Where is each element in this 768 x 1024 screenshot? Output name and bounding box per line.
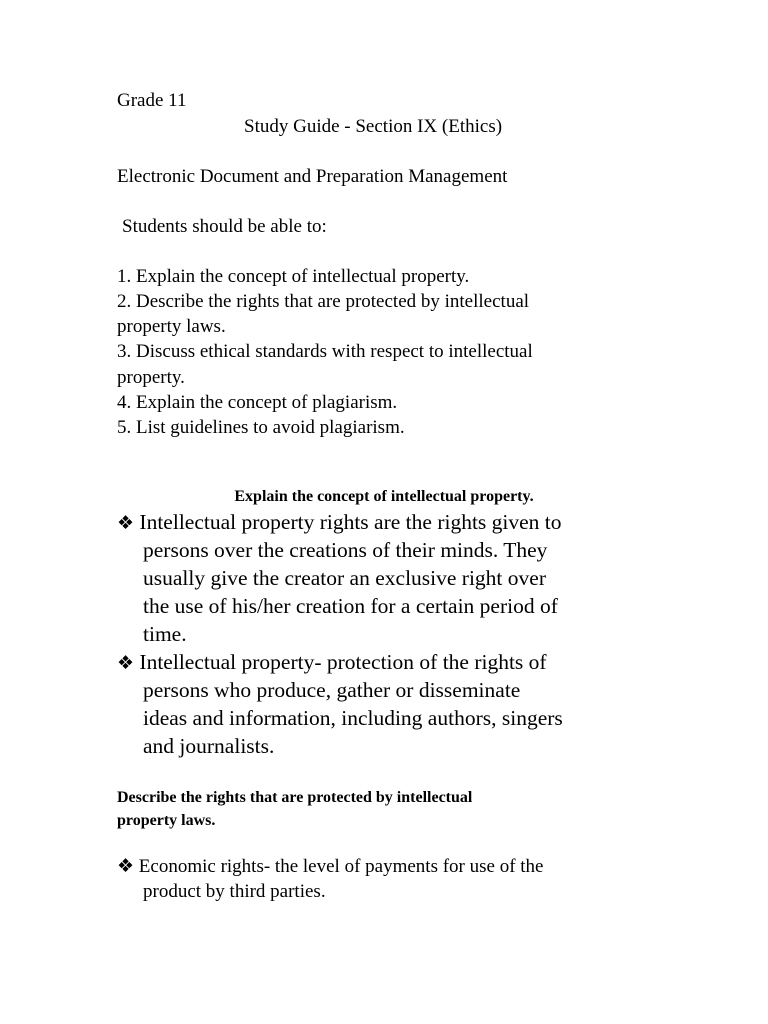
bullet-item-2-line-3: ideas and information, including authors, singers bbox=[143, 706, 563, 730]
objective-item-3-cont: property. bbox=[117, 367, 185, 388]
bullet-item-2-line-2: persons who produce, gather or disseminate bbox=[143, 678, 521, 702]
objective-item-2-cont: property laws. bbox=[117, 316, 226, 337]
bullet-item-1-line-4: the use of his/her creation for a certain period of bbox=[143, 594, 558, 618]
objective-item-2: 2. Describe the rights that are protected by intellectual bbox=[117, 291, 530, 312]
objective-item-1: 1. Explain the concept of intellectual property. bbox=[117, 266, 470, 287]
bullet-item-3: ❖ Economic rights- the level of payments for use of the bbox=[117, 855, 544, 877]
objective-item-4: 4. Explain the concept of plagiarism. bbox=[117, 392, 398, 413]
objectives-intro: Students should be able to: bbox=[122, 216, 327, 237]
bullet-item-1: ❖ Intellectual property rights are the rights given to bbox=[117, 510, 562, 534]
bullet-item-1-line-2: persons over the creations of their minds. They bbox=[143, 538, 548, 562]
bullet-item-2: ❖ Intellectual property- protection of the rights of bbox=[117, 650, 547, 674]
section-heading-rights-cont: property laws. bbox=[117, 812, 216, 829]
section-heading-rights: Describe the rights that are protected by intellectual bbox=[117, 789, 473, 806]
objective-item-3: 3. Discuss ethical standards with respect to intellectual bbox=[117, 341, 533, 362]
section-heading-intellectual-property: Explain the concept of intellectual property. bbox=[234, 488, 534, 505]
diamond-bullet-icon: ❖ bbox=[117, 652, 135, 674]
grade-label: Grade 11 bbox=[117, 90, 187, 111]
bullet-item-2-line-4: and journalists. bbox=[143, 734, 275, 758]
course-title: Electronic Document and Preparation Management bbox=[117, 166, 508, 187]
diamond-bullet-icon: ❖ bbox=[117, 512, 135, 534]
bullet-item-3-line-2: product by third parties. bbox=[143, 881, 326, 902]
diamond-bullet-icon: ❖ bbox=[117, 855, 135, 877]
guide-title: Study Guide - Section IX (Ethics) bbox=[244, 116, 503, 137]
objective-item-5: 5. List guidelines to avoid plagiarism. bbox=[117, 417, 405, 438]
bullet-item-1-line-3: usually give the creator an exclusive right over bbox=[143, 566, 546, 590]
bullet-item-1-line-5: time. bbox=[143, 622, 187, 646]
